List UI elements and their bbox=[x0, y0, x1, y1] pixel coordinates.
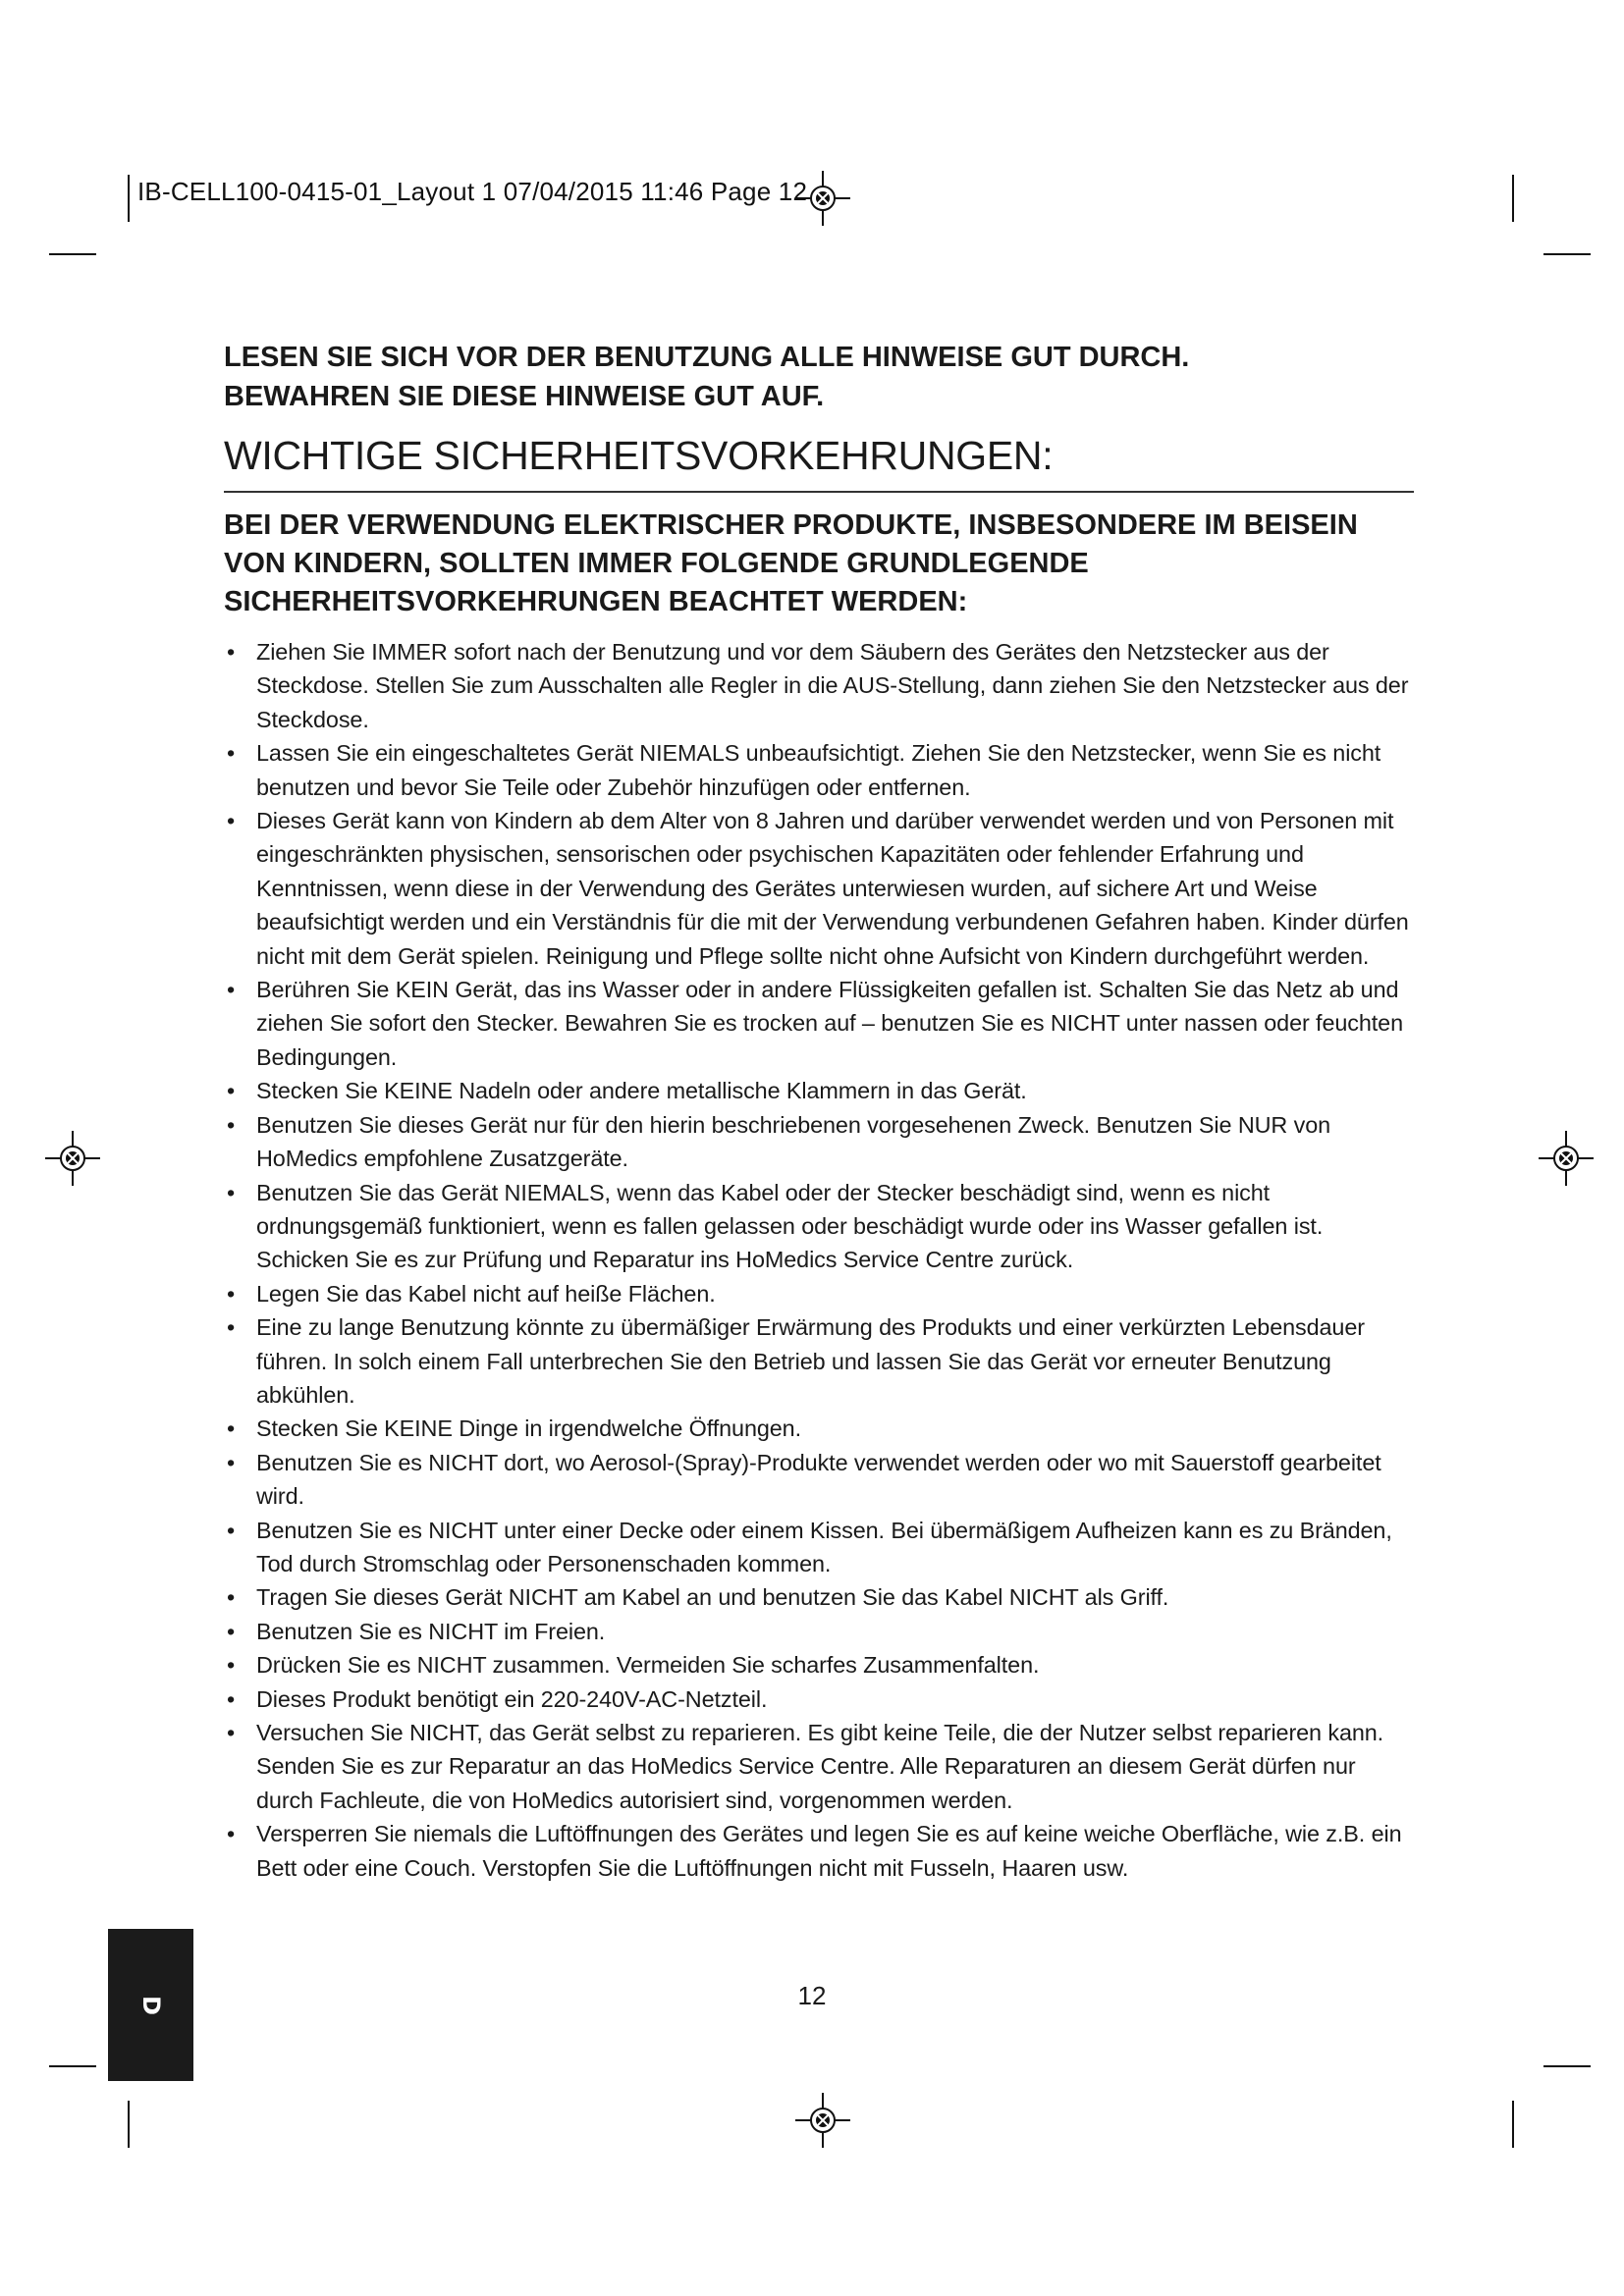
registration-mark-top-icon bbox=[793, 169, 852, 228]
bullet-icon: • bbox=[226, 1111, 236, 1138]
registration-mark-left-icon bbox=[43, 1129, 102, 1188]
crop-mark-bottom-right-horizontal bbox=[1543, 2065, 1591, 2067]
title-divider bbox=[224, 491, 1414, 493]
list-item-text: Benutzen Sie es NICHT im Freien. bbox=[256, 1618, 606, 1644]
list-item bbox=[224, 1446, 1414, 1514]
bullet-icon: • bbox=[226, 977, 236, 1003]
crop-mark-top-right-horizontal bbox=[1543, 253, 1591, 255]
bullet-icon: • bbox=[226, 1584, 236, 1611]
registration-mark-right-icon bbox=[1537, 1129, 1596, 1188]
list-item-text: Legen Sie das Kabel nicht auf heiße Flächen. bbox=[256, 1280, 716, 1307]
crop-mark-top-left-vertical bbox=[128, 175, 130, 222]
list-item bbox=[224, 1277, 1414, 1310]
list-item-text: Benutzen Sie es NICHT unter einer Decke oder einem Kissen. Bei übermäßigem Aufheizen kann es zu Bränden, Tod durch Stromschlag oder Personenschaden kommen. bbox=[256, 1517, 1392, 1576]
list-item-text: Benutzen Sie das Gerät NIEMALS, wenn das Kabel oder der Stecker beschädigt sind, wenn es nicht ordnungsgemäß funktioniert, wenn es fallen gelassen oder beschädigt wurde oder ins Wasser gefallen ist. Schicken Sie es zur Prüfung und Reparatur ins HoMedics Service Centre zurück. bbox=[256, 1179, 1324, 1273]
bullet-icon: • bbox=[226, 1415, 236, 1442]
bullet-icon: • bbox=[226, 1078, 236, 1104]
print-slug-line: IB-CELL100-0415-01_Layout 1 07/04/2015 11:46 Page 12 bbox=[137, 177, 808, 206]
list-item-text: Stecken Sie KEINE Dinge in irgendwelche Öffnungen. bbox=[256, 1415, 801, 1442]
list-item bbox=[224, 1615, 1414, 1648]
list-item bbox=[224, 635, 1414, 736]
list-item-text: Dieses Produkt benötigt ein 220-240V-AC-Netzteil. bbox=[256, 1685, 768, 1712]
list-item-text: Ziehen Sie IMMER sofort nach der Benutzung und vor dem Säubern des Gerätes den Netzstecker aus der Steckdose. Stellen Sie zum Ausschalten alle Regler in die AUS-Stellung, dann ziehen Sie den Netzstecker aus der Steckdose. bbox=[256, 639, 1409, 732]
list-item bbox=[224, 1176, 1414, 1277]
bullet-icon: • bbox=[226, 1821, 236, 1847]
list-item-text: Eine zu lange Benutzung könnte zu übermäßiger Erwärmung des Produkts und einer verkürzten Lebensdauer führen. In solch einem Fall unterbrechen Sie den Betrieb und lassen Sie das Gerät vor erneuter Benutzung abkühlen. bbox=[256, 1314, 1365, 1408]
list-item-text: Lassen Sie ein eingeschaltetes Gerät NIEMALS unbeaufsichtigt. Ziehen Sie den Netzstecker, wenn Sie es nicht benutzen und bevor Sie Teile oder Zubehör hinzufügen oder entfernen. bbox=[256, 740, 1381, 800]
bullet-icon: • bbox=[226, 1720, 236, 1745]
list-item bbox=[224, 1108, 1414, 1176]
list-item-text: Benutzen Sie dieses Gerät nur für den hierin beschriebenen vorgesehenen Zweck. Benutzen Sie NUR von HoMedics empfohlene Zusatzgeräte. bbox=[256, 1111, 1331, 1172]
bullet-icon: • bbox=[226, 1179, 236, 1205]
page-title: WICHTIGE SICHERHEITSVORKEHRUNGEN: bbox=[224, 433, 1054, 478]
bullet-icon: • bbox=[226, 740, 236, 767]
list-item-text: Versperren Sie niemals die Luftöffnungen des Gerätes und legen Sie es auf keine weiche Oberfläche, wie z.B. ein Bett oder eine Couch. Verstopfen Sie die Luftöffnungen nicht mit Fusseln, Haaren usw. bbox=[256, 1821, 1402, 1881]
bullet-icon: • bbox=[226, 639, 236, 665]
list-item-text: Versuchen Sie NICHT, das Gerät selbst zu reparieren. Es gibt keine Teile, die der Nutzer selbst reparieren kann. Senden Sie es zur Reparatur an das HoMedics Service Centre. Alle Reparaturen an diesem Gerät dürfen nur durch Fachleute, die von HoMedics autorisiert sind, vorgenommen werden. bbox=[256, 1720, 1384, 1813]
page-number: 12 bbox=[797, 1981, 827, 2010]
list-item-text: Drücken Sie es NICHT zusammen. Vermeiden Sie scharfes Zusammenfalten. bbox=[256, 1652, 1040, 1679]
list-item bbox=[224, 1817, 1414, 1885]
document-body bbox=[224, 338, 1414, 1885]
list-item-text: Stecken Sie KEINE Nadeln oder andere metallische Klammern in das Gerät. bbox=[256, 1078, 1027, 1104]
list-item-text: Benutzen Sie es NICHT dort, wo Aerosol-(Spray)-Produkte verwendet werden oder wo mit Sauerstoff gearbeitet wird. bbox=[256, 1449, 1381, 1510]
list-item bbox=[224, 1682, 1414, 1716]
list-item bbox=[224, 1074, 1414, 1107]
list-item bbox=[224, 736, 1414, 804]
list-item-text: Tragen Sie dieses Gerät NICHT am Kabel an und benutzen Sie das Kabel NICHT als Griff. bbox=[256, 1584, 1169, 1611]
list-item bbox=[224, 1412, 1414, 1445]
list-item bbox=[224, 973, 1414, 1074]
list-item bbox=[224, 804, 1414, 973]
bullet-icon: • bbox=[226, 1517, 236, 1543]
list-item bbox=[224, 1716, 1414, 1817]
bullet-icon: • bbox=[226, 1280, 236, 1307]
list-item bbox=[224, 1648, 1414, 1682]
bullet-icon: • bbox=[226, 1652, 236, 1679]
intro-line-1: LESEN SIE SICH VOR DER BENUTZUNG ALLE HINWEISE GUT DURCH. bbox=[224, 342, 1190, 373]
bullet-icon: • bbox=[226, 1618, 236, 1644]
registration-mark-bottom-icon bbox=[793, 2091, 852, 2150]
crop-mark-bottom-right-vertical bbox=[1512, 2101, 1514, 2148]
list-item-text: Dieses Gerät kann von Kindern ab dem Alter von 8 Jahren und darüber verwendet werden und von Personen mit eingeschränkten physischen, sensorischen oder psychischen Kapazitäten oder fehlender Erfahrung und Kenntnissen, wenn diese in der Verwendung des Gerätes unterwiesen wurden, auf sichere Art und Weise beaufsichtigt werden und ein Verständnis für die mit der Verwendung verbundenen Gefahren haben. Kinder dürfen nicht mit dem Gerät spielen. Reinigung und Pflege sollte nicht ohne Aufsicht von Kindern durchgeführt werden. bbox=[256, 808, 1409, 969]
bullet-icon: • bbox=[226, 1314, 236, 1341]
list-item-text: Berühren Sie KEIN Gerät, das ins Wasser oder in andere Flüssigkeiten gefallen ist. Schalten Sie das Netz ab und ziehen Sie sofort den Stecker. Bewahren Sie es trocken auf – benutzen Sie es NICHT unter nassen oder feuchten Bedingungen. bbox=[256, 977, 1403, 1070]
crop-mark-bottom-left-horizontal bbox=[49, 2065, 96, 2067]
safety-list bbox=[224, 635, 1414, 1885]
list-item bbox=[224, 1514, 1414, 1581]
list-item bbox=[224, 1310, 1414, 1412]
crop-mark-bottom-left-vertical bbox=[128, 2101, 130, 2148]
intro-line-2: BEWAHREN SIE DIESE HINWEISE GUT AUF. bbox=[224, 381, 825, 412]
bullet-icon: • bbox=[226, 1449, 236, 1475]
bullet-icon: • bbox=[226, 1685, 236, 1712]
list-item bbox=[224, 1580, 1414, 1614]
language-tab-label: D bbox=[136, 1995, 165, 2015]
crop-mark-top-right-vertical bbox=[1512, 175, 1514, 222]
bullet-icon: • bbox=[226, 808, 236, 834]
crop-mark-top-left-horizontal bbox=[49, 253, 96, 255]
safety-subheading: BEI DER VERWENDUNG ELEKTRISCHER PRODUKTE, INSBESONDERE IM BEISEIN VON KINDERN, SOLLTEN IMMER FOLGENDE GRUNDLEGENDE SICHERHEITSVORKEHRUNGEN BEACHTET WERDEN: bbox=[224, 509, 1358, 617]
